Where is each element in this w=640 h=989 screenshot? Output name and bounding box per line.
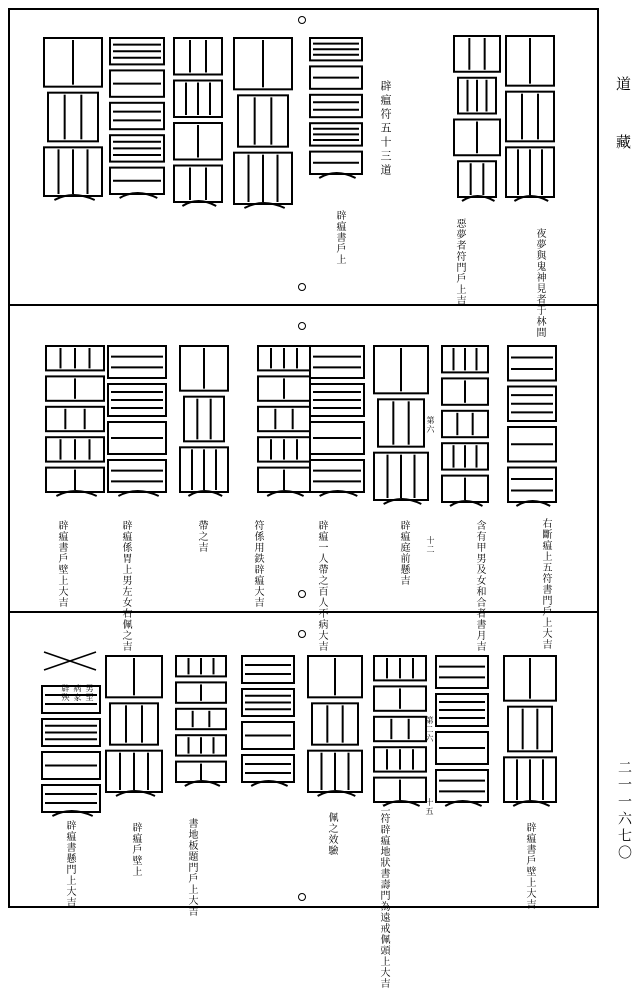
caption: 二符辟瘟地狀書壽門為遠戒佩頭上大吉 [378,802,389,989]
binding-hole [298,322,306,330]
talisman-glyph-icon [372,340,430,508]
binding-hole [298,16,306,24]
talisman-glyph-icon [40,680,102,820]
caption: 辟瘟戶壁上 [130,822,141,877]
cross-mark-icon [42,650,98,672]
binding-hole [298,283,306,291]
talisman-glyph-icon [434,650,490,810]
caption: 右斷瘟上五符書門戶上大吉 [540,518,551,650]
caption: 辟瘟書戶壁上大吉 [56,520,67,608]
caption: 辟瘟一人帶之百人不病大吉 [316,520,327,652]
caption: 辟瘟庭前懸吉 [398,520,409,586]
binding-hole [298,590,306,598]
caption: 含有甲男及女和合者書月吉 [474,520,485,652]
caption: 書地板題門戶上大吉 [186,818,197,917]
small-mark: 十二 [426,536,435,554]
section-title: 辟瘟符五十三道 [379,80,392,178]
talisman-glyph-icon [104,650,164,800]
talisman-glyph-icon [178,340,230,500]
binding-hole [298,630,306,638]
talisman-glyph-icon [174,650,228,790]
caption: 帶之吉 [196,520,207,553]
small-mark: 男至 [85,684,94,702]
caption: 符係用鉄辟瘟大吉 [252,520,263,608]
caption: 辟瘟係胃上男左女右佩之吉 [120,520,131,652]
small-mark: 第二六 [425,716,434,743]
talisman-glyph-icon [306,650,364,800]
talisman-glyph-icon [42,32,104,204]
panel-divider [8,611,599,613]
talisman-glyph-icon [240,650,296,790]
talisman-glyph-icon [256,340,312,500]
small-mark: 辟殃 [61,684,70,702]
caption: 惡夢者符門戶上吉 [454,218,465,306]
caption: 夜夢與鬼神見者于林間 [534,228,545,338]
talisman-glyph-icon [506,340,558,510]
caption: 辟瘟書戶上 [334,210,345,265]
talisman-glyph-icon [172,32,224,210]
page-number: 二一一六七〇 [616,760,632,862]
small-mark: 第六 [426,416,435,434]
caption: 辟瘟書戶壁上大吉 [524,822,535,910]
talisman-glyph-icon [440,340,490,510]
talisman-glyph-icon [308,340,366,500]
panel-divider [8,304,599,306]
small-mark: 十五 [425,798,434,816]
talisman-glyph-icon [44,340,106,500]
talisman-glyph-icon [106,340,168,500]
talisman-glyph-icon [502,650,558,810]
margin-top-label: 道 [614,76,632,95]
talisman-glyph-icon [372,650,428,810]
talisman-glyph-icon [232,32,294,212]
caption: 辟瘟書懸門上大吉 [64,820,75,908]
margin-middle-label: 藏 [614,134,632,153]
talisman-glyph-icon [452,30,502,205]
talisman-glyph-icon [504,30,556,205]
talisman-glyph-icon [308,32,364,182]
talisman-glyph-icon [108,32,166,202]
binding-hole [298,893,306,901]
caption: 佩之效驗 [326,812,337,856]
small-mark: 病家 [73,684,82,702]
